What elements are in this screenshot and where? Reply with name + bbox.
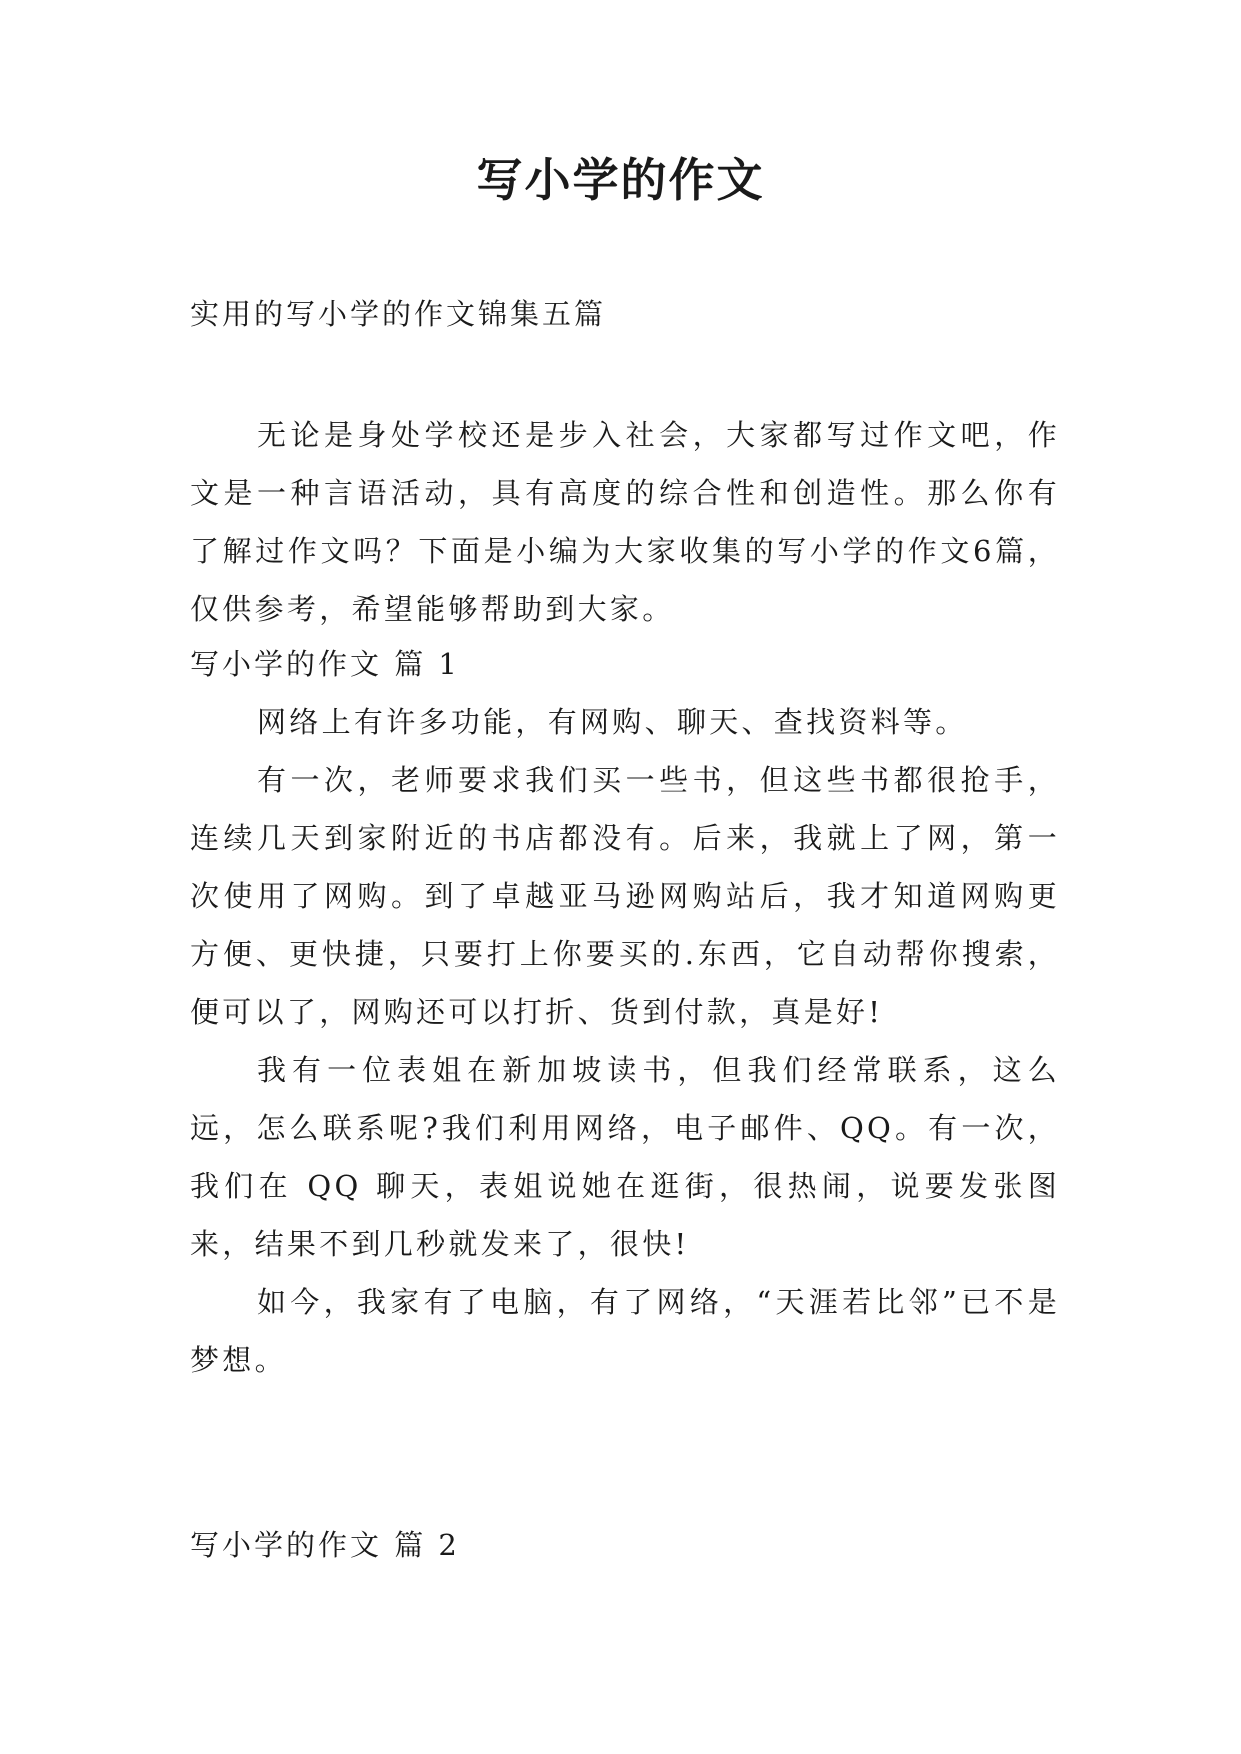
section-heading: 写小学的作文 篇 2 <box>190 1528 460 1562</box>
essay-section-2 <box>190 1516 1060 1574</box>
document-subtitle: 实用的写小学的作文锦集五篇 <box>190 297 607 331</box>
intro-section <box>190 406 1060 638</box>
body-paragraph: 有一次，老师要求我们买一些书，但这些书都很抢手，连续几天到家附近的书店都没有。后来，我就上了网，第一次使用了网购。到了卓越亚马逊网购站后，我才知道网购更方便、更快捷，只要打上你要买的.东西，它自动帮你搜索，便可以了，网购还可以打折、货到付款，真是好! <box>190 763 1060 1029</box>
intro-paragraph: 无论是身处学校还是步入社会，大家都写过作文吧，作文是一种言语活动，具有高度的综合性和创造性。那么你有了解过作文吗？下面是小编为大家收集的写小学的作文6篇，仅供参考，希望能够帮助到大家。 <box>190 418 1060 626</box>
document-title: 写小学的作文 <box>476 153 765 207</box>
body-paragraph: 我有一位表姐在新加坡读书，但我们经常联系，这么远，怎么联系呢?我们利用网络，电子邮件、QQ。有一次，我们在 QQ 聊天，表姐说她在逛街，很热闹，说要发张图来，结果不到几秒就发来了，很快! <box>190 1053 1060 1261</box>
section-heading: 写小学的作文 篇 1 <box>190 647 460 681</box>
essay-section-1 <box>190 647 1060 1389</box>
body-paragraph: 网络上有许多功能，有网购、聊天、查找资料等。 <box>257 705 968 739</box>
body-paragraph: 如今，我家有了电脑，有了网络，“天涯若比邻”已不是梦想。 <box>190 1285 1060 1377</box>
